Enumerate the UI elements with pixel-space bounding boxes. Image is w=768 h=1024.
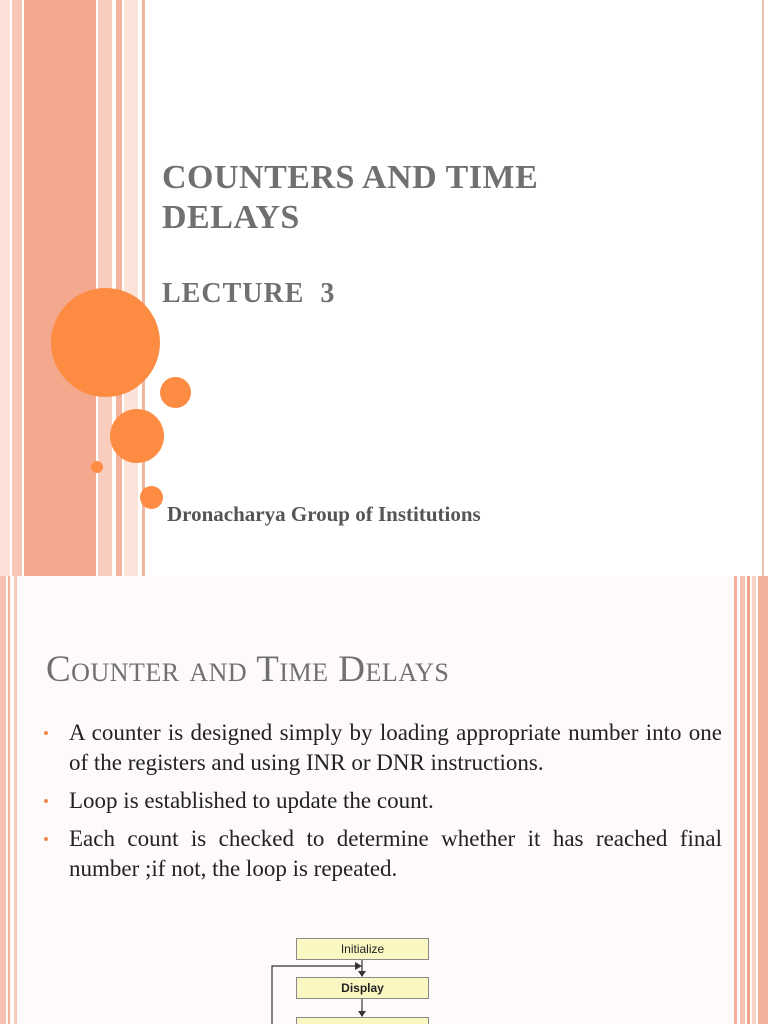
institution-name: Dronacharya Group of Institutions — [167, 502, 481, 526]
decorative-stripe — [0, 0, 10, 576]
decorative-circle — [160, 377, 191, 408]
decorative-stripe — [762, 0, 764, 576]
decorative-stripe — [12, 0, 22, 576]
bullet-text: A counter is designed simply by loading appropriate number into one of the registers and using INR or DNR instructions. — [69, 720, 722, 775]
bullet-text: Loop is established to update the count. — [69, 788, 434, 813]
slide-heading: Counter and Time Delays — [46, 649, 450, 690]
decorative-stripe — [124, 0, 138, 576]
decorative-stripe — [24, 0, 96, 576]
content-slide — [0, 576, 768, 1024]
slide-title: COUNTERS AND TIME DELAYS — [162, 159, 539, 236]
decorative-circle — [51, 288, 160, 397]
flowchart-display-box: Display — [296, 977, 429, 999]
arrowhead-icon — [355, 962, 362, 970]
flowchart-next-box — [296, 1017, 429, 1024]
decorative-circle — [110, 409, 164, 463]
flowchart-initialize-box: Initialize — [296, 938, 429, 960]
decorative-circle — [140, 486, 163, 509]
bullet-text: Each count is checked to determine whether it has reached final number ;if not, the loop is repeated. — [69, 826, 722, 881]
decorative-stripe — [116, 0, 122, 576]
decorative-circle — [91, 461, 103, 473]
slide-subtitle: LECTURE 3 — [162, 278, 336, 309]
